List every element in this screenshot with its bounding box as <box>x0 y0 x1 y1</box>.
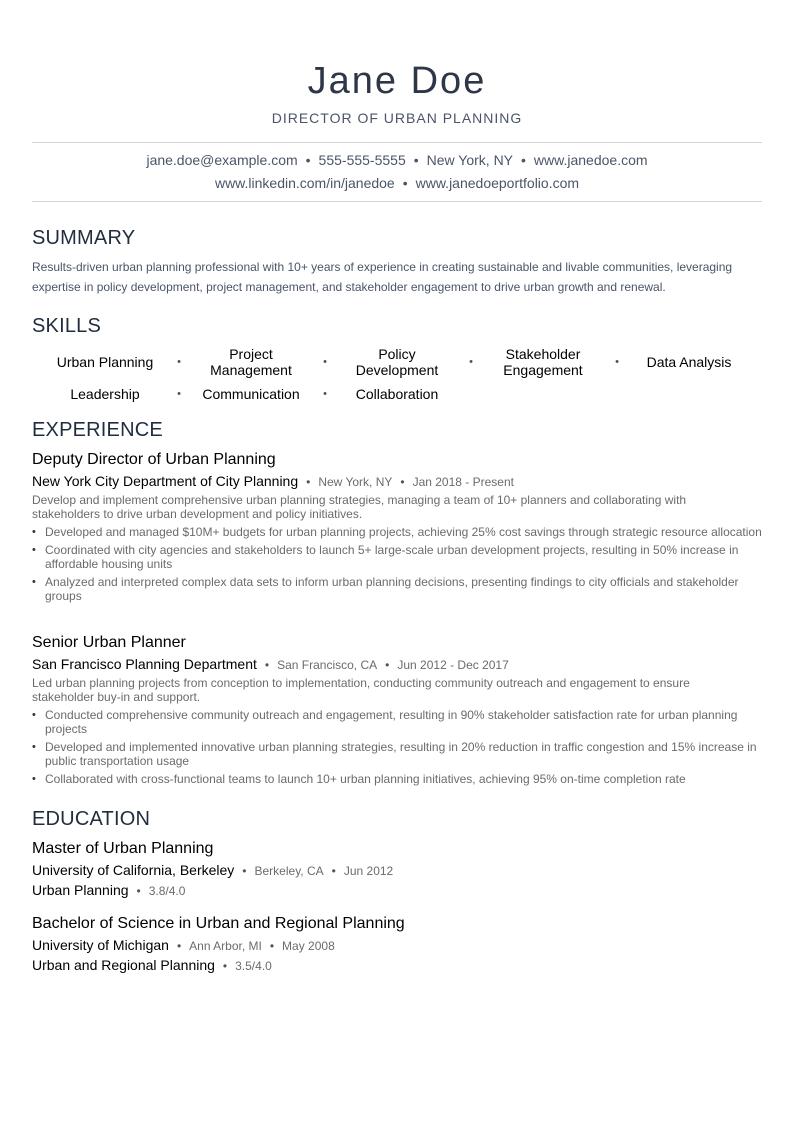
summary-heading: SUMMARY <box>32 227 136 249</box>
list-item: • Developed and managed $10M+ budgets for urban planning projects, achieving 25% cost savings through strategic resource allocation <box>32 525 762 539</box>
list-item: • Developed and implemented innovative urban planning strategies, resulting in 20% reduction in traffic congestion and 15% increase in public transportation usage <box>32 740 757 768</box>
job-achievements <box>32 708 762 790</box>
skills-heading: SKILLS <box>32 315 102 337</box>
separator: • <box>264 658 270 672</box>
company-name: San Francisco Planning Department <box>32 656 257 672</box>
school-location: Ann Arbor, MI <box>189 939 262 953</box>
job-dates: Jan 2018 - Present <box>412 475 514 489</box>
separator: • <box>32 741 36 753</box>
location-text: New York, NY <box>426 152 514 168</box>
separator: • <box>269 939 275 953</box>
graduation-date: Jun 2012 <box>343 864 394 878</box>
separator: • <box>331 864 336 878</box>
graduation-date: May 2008 <box>282 939 335 953</box>
school-name: University of California, Berkeley <box>32 862 235 878</box>
header-divider-top <box>32 142 762 143</box>
job-meta <box>32 473 514 489</box>
separator: • <box>177 388 181 400</box>
job-dates: Jun 2012 - Dec 2017 <box>397 658 509 672</box>
separator: • <box>222 959 228 973</box>
summary-text: Results-driven urban planning professional with 10+ years of experience in creating sustainable and livable communities, leveraging expertise in policy development, project management, and stakeholder engagement to drive urban growth and renewal. <box>32 260 733 294</box>
field-meta <box>32 882 185 898</box>
email-link[interactable]: jane.doe@example.com <box>146 152 298 168</box>
skills-list <box>32 346 762 406</box>
skill-item: Communication • <box>202 386 327 402</box>
job-title: Senior Urban Planner <box>32 634 186 651</box>
job-description: Led urban planning projects from conception to implementation, conducting community outreach and engagement to ensure stakeholder buy-in and support. <box>32 676 690 704</box>
list-item: • Coordinated with city agencies and stakeholders to launch 5+ large-scale urban development projects, resulting in 50% increase in affordable housing units <box>32 543 739 571</box>
header-divider-bottom <box>32 201 762 202</box>
separator: • <box>323 388 327 400</box>
candidate-title: DIRECTOR OF URBAN PLANNING <box>271 110 523 126</box>
school-name: University of Michigan <box>32 937 169 953</box>
separator: • <box>32 773 36 785</box>
list-item: • Conducted comprehensive community outreach and engagement, resulting in 90% stakeholder satisfaction rate for urban planning projects <box>32 708 738 736</box>
skill-item: Urban Planning • <box>56 354 181 370</box>
job-description: Develop and implement comprehensive urban planning strategies, managing a team of 10+ planners and collaborating with stakeholders to drive urban development and policy initiatives. <box>32 493 687 521</box>
candidate-name: Jane Doe <box>307 60 487 102</box>
job-title: Deputy Director of Urban Planning <box>32 451 276 468</box>
school-meta <box>32 862 393 878</box>
degree-title: Master of Urban Planning <box>32 840 214 857</box>
separator: • <box>469 356 473 368</box>
portfolio-link[interactable]: www.janedoeportfolio.com <box>415 175 580 191</box>
skill-item: Project Management • <box>210 346 327 378</box>
separator: • <box>32 526 36 538</box>
separator: • <box>385 658 390 672</box>
job-location: New York, NY <box>318 475 393 489</box>
company-name: New York City Department of City Planning <box>32 473 299 489</box>
field-meta <box>32 957 272 973</box>
separator: • <box>305 152 311 168</box>
list-item: • Analyzed and interpreted complex data sets to inform urban planning decisions, presenting findings to city officials and stakeholder groups <box>32 575 739 603</box>
skill-item: Leadership • <box>70 386 181 402</box>
contact-line-1 <box>32 152 762 168</box>
separator: • <box>400 475 405 489</box>
separator: • <box>32 576 36 588</box>
linkedin-link[interactable]: www.linkedin.com/in/janedoe <box>214 175 395 191</box>
skill-item: Data Analysis <box>646 354 732 370</box>
separator: • <box>323 356 327 368</box>
separator: • <box>615 356 619 368</box>
gpa: 3.5/4.0 <box>235 959 272 973</box>
separator: • <box>32 544 36 556</box>
separator: • <box>413 152 419 168</box>
skill-item: Collaboration <box>355 386 439 402</box>
separator: • <box>32 709 36 721</box>
separator: • <box>402 175 408 191</box>
field-of-study: Urban and Regional Planning <box>32 957 215 973</box>
skill-item: Policy Development • <box>355 346 473 378</box>
school-meta <box>32 937 335 953</box>
job-meta <box>32 656 509 672</box>
list-item: • Collaborated with cross-functional teams to launch 10+ urban planning initiatives, achieving 95% on-time completion rate <box>32 772 686 786</box>
field-of-study: Urban Planning <box>32 882 129 898</box>
separator: • <box>306 475 311 489</box>
skill-item: Stakeholder Engagement • <box>503 346 619 378</box>
degree-title: Bachelor of Science in Urban and Regional Planning <box>32 915 405 932</box>
separator: • <box>242 864 247 878</box>
separator: • <box>136 884 141 898</box>
separator: • <box>177 356 181 368</box>
separator: • <box>176 939 182 953</box>
separator: • <box>521 152 526 168</box>
experience-heading: EXPERIENCE <box>32 419 163 441</box>
website-link[interactable]: www.janedoe.com <box>533 152 648 168</box>
job-achievements <box>32 525 762 607</box>
contact-line-2 <box>32 175 762 191</box>
job-location: San Francisco, CA <box>277 658 378 672</box>
phone-text: 555-555-5555 <box>318 152 406 168</box>
school-location: Berkeley, CA <box>254 864 324 878</box>
gpa: 3.8/4.0 <box>148 884 186 898</box>
education-heading: EDUCATION <box>32 808 151 830</box>
